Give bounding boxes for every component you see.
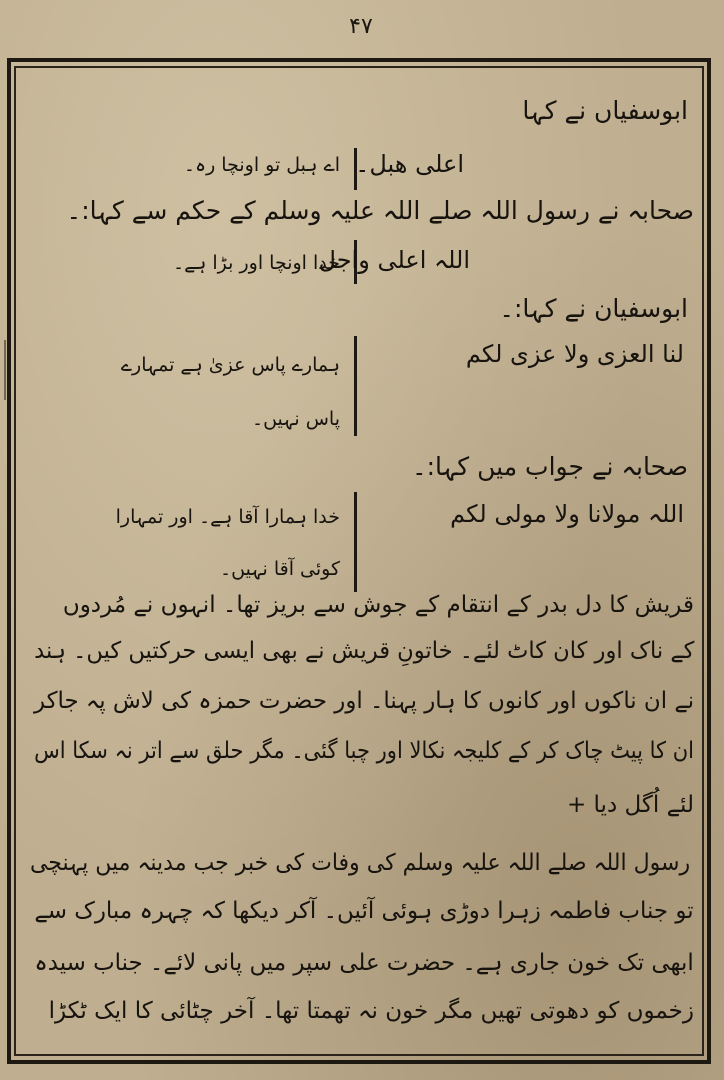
urdu-translation-1: اے ہبل تو اونچا رہ۔ xyxy=(183,154,340,176)
paragraph-wafat-line: ابھی تک خون جاری ہے۔ حضرت علی سپر میں پانی لائے۔ جناب سیدہ xyxy=(34,950,694,976)
column-divider-3 xyxy=(354,336,357,436)
abu-sufyan-said-heading-2: ابوسفیان نے کہا:۔ xyxy=(499,294,688,323)
paragraph-wafat-line: رسول اللہ صلے اللہ علیہ وسلم کی وفات کی خبر جب مدینہ میں پہنچی xyxy=(29,850,690,876)
urdu-translation-4-line-1: خدا ہمارا آقا ہے۔ اور تمہارا xyxy=(115,506,340,528)
arabic-line-1: اعلی ھبل۔ xyxy=(355,150,464,178)
paragraph-quraish-line: کے ناک اور کان کاٹ لئے۔ خاتونِ قریش نے بھی ایسی حرکتیں کیں۔ ہند xyxy=(33,638,694,664)
paragraph-quraish-line: نے ان ناکوں اور کانوں کا ہار پہنا۔ اور حضرت حمزہ کی لاش پہ جاکر xyxy=(33,688,694,714)
sahaba-said-heading: صحابہ نے رسول اللہ صلے اللہ علیہ وسلم کے حکم سے کہا:۔ xyxy=(66,196,694,225)
paragraph-wafat-line: تو جناب فاطمہ زہرا دوڑی ہوئی آئیں۔ آکر دیکھا کہ چہرہ مبارک سے xyxy=(34,898,694,924)
column-divider-4 xyxy=(354,492,357,592)
sahaba-reply-heading: صحابہ نے جواب میں کہا:۔ xyxy=(411,452,688,481)
arabic-line-4: اللہ مولانا ولا مولی لکم xyxy=(450,500,684,528)
paragraph-quraish-line: لئے اُگل دیا + xyxy=(566,792,694,818)
paragraph-wafat-line: زخموں کو دھوتی تھیں مگر خون نہ تھمتا تھا۔ آخر چٹائی کا ایک ٹکڑا xyxy=(48,998,694,1024)
urdu-translation-4-line-2: کوئی آقا نہیں۔ xyxy=(220,558,340,580)
urdu-translation-3-line-1: ہمارے پاس عزیٰ ہے تمہارے xyxy=(120,354,340,376)
page-number: ۴۷ xyxy=(349,14,373,39)
arabic-line-3: لنا العزی ولا عزی لکم xyxy=(465,340,684,368)
abu-sufyan-said-heading: ابوسفیاں نے کہا xyxy=(522,96,688,125)
arabic-line-2: اللہ اعلی واجل xyxy=(318,246,470,274)
urdu-translation-3-line-2: پاس نہیں۔ xyxy=(251,408,340,430)
paragraph-quraish-line: ان کا پیٹ چاک کر کے کلیجہ نکالا اور چبا گئی۔ مگر حلق سے اتر نہ سکا اس xyxy=(34,738,694,764)
paragraph-quraish-line: قریش کا دل بدر کے انتقام کے جوش سے بریز تھا۔ انہوں نے مُردوں xyxy=(62,592,694,618)
urdu-translation-2: خدا اونچا اور بڑا ہے۔ xyxy=(172,252,340,274)
